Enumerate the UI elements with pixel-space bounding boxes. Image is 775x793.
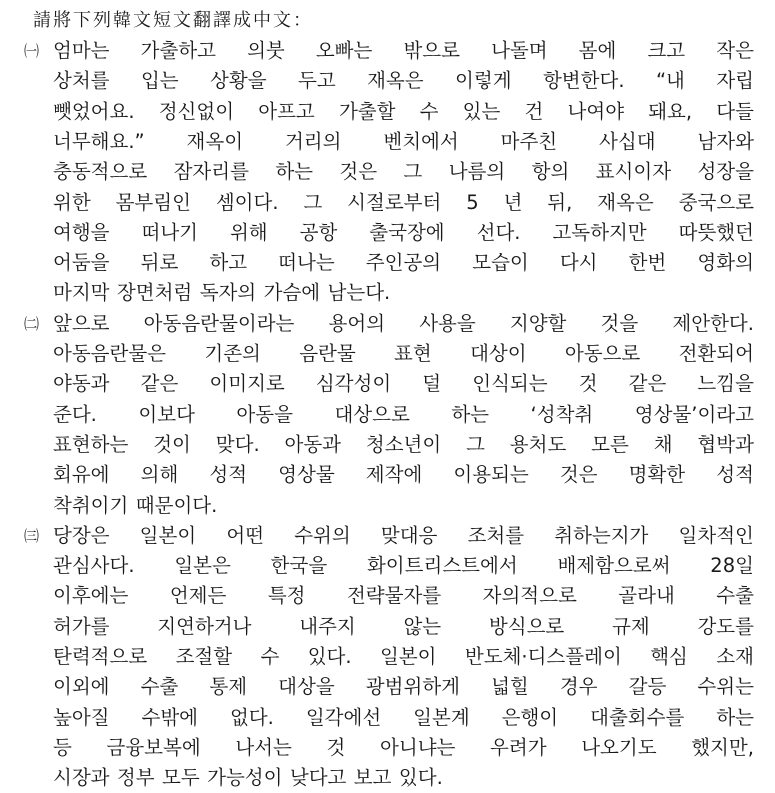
passage-1-line: 상처를 입는 상황을 두고 재옥은 이렇게 항변한다. “내 자립 [53, 69, 754, 93]
passage-3-line: 탄력적으로 조절할 수 있다. 일본이 반도체·디스플레이 핵심 소재 [53, 645, 754, 668]
question-instruction: 請將下列韓文短文翻譯成中文： [33, 10, 313, 31]
passage-2-line: 준다. 이보다 아동을 대상으로 하는 ‘성착취 영상물’이라고 [53, 402, 754, 426]
passage-1-number: ㈠ [24, 42, 39, 60]
passage-3-line: 허가를 지연하거나 내주지 않는 방식으로 규제 강도를 [53, 614, 754, 638]
passage-2-number: ㈡ [24, 314, 39, 333]
passage-1-line: 어둠을 뒤로 하고 떠나는 주인공의 모습이 다시 한번 영화의 [53, 251, 754, 275]
passage-2-line: 야동과 같은 이미지로 심각성이 덜 인식되는 것 같은 느낌을 [53, 372, 754, 396]
passage-2-line: 아동음란물은 기존의 음란물 표현 대상이 아동으로 전환되어 [53, 342, 754, 365]
passage-1-line: 충동적으로 잠자리를 하는 것은 그 나름의 항의 표시이자 성장을 [53, 160, 754, 184]
passage-2-line: 표현하는 것이 맞다. 아동과 청소년이 그 용처도 모른 채 협박과 [53, 432, 754, 456]
passage-2-line: 앞으로 아동음란물이라는 용어의 사용을 지양할 것을 제안한다. [53, 311, 754, 335]
passage-1-line: 위한 몸부림인 셈이다. 그 시절로부터 5 년 뒤, 재옥은 중국으로 [53, 190, 754, 214]
passage-1-line: 뺏었어요. 정신없이 아프고 가출할 수 있는 건 나여야 돼요, 다들 [53, 99, 754, 123]
passage-3-line: 높아질 수밖에 없다. 일각에선 일본계 은행이 대출회수를 하는 [53, 705, 754, 729]
passage-3-line: 시장과 정부 모두 가능성이 낮다고 보고 있다. [53, 766, 443, 790]
passage-1-line: 마지막 장면처럼 독자의 가슴에 남는다. [53, 281, 391, 305]
passage-1-line: 너무해요.” 재옥이 거리의 벤치에서 마주친 사십대 남자와 [53, 129, 754, 153]
passage-3-line: 당장은 일본이 어떤 수위의 맞대응 조처를 취하는지가 일차적인 [53, 523, 754, 547]
passage-2-line: 회유에 의해 성적 영상물 제작에 이용되는 것은 명확한 성적 [53, 463, 754, 487]
passage-3-line: 이외에 수출 통제 대상을 광범위하게 넓힐 경우 갈등 수위는 [53, 675, 754, 699]
passage-3-number: ㈢ [24, 526, 39, 545]
passage-1-line: 여행을 떠나기 위해 공항 출국장에 선다. 고독하지만 따뜻했던 [53, 220, 754, 244]
passage-3-line: 관심사다. 일본은 한국을 화이트리스트에서 배제함으로써 28일 [53, 554, 754, 578]
passage-3-line: 등 금융보복에 나서는 것 아니냐는 우려가 나오기도 했지만, [53, 735, 754, 759]
passage-2-line: 착취이기 때문이다. [53, 493, 218, 517]
passage-1-line: 엄마는 가출하고 의붓 오빠는 밖으로 나돌며 몸에 크고 작은 [53, 39, 754, 62]
passage-3-line: 이후에는 언제든 특정 전략물자를 자의적으로 골라내 수출 [53, 584, 754, 608]
